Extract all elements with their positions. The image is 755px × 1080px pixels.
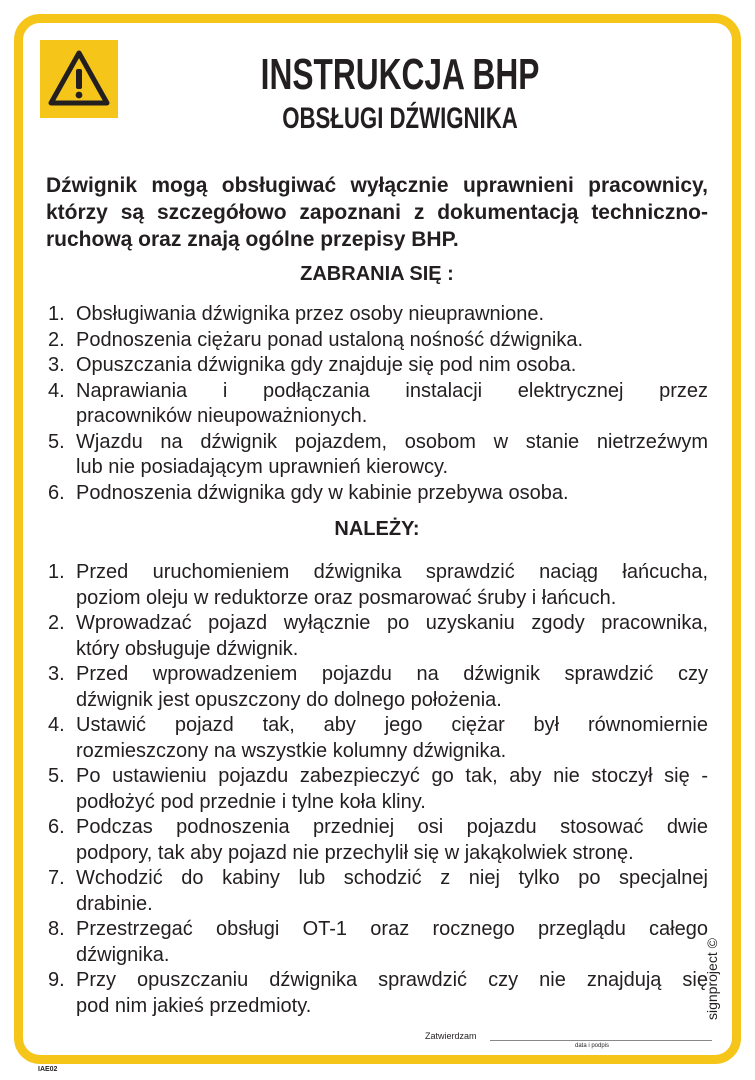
list-item <box>46 917 708 968</box>
list-item <box>46 302 708 328</box>
list-item <box>46 328 708 354</box>
list-item-number: 3. <box>48 663 65 685</box>
list-item-line: pracowników nieupoważnionych. <box>76 405 368 427</box>
warning-sign <box>40 40 118 118</box>
list-item <box>46 968 708 1019</box>
warning-triangle-icon <box>40 40 118 118</box>
list-item <box>46 815 708 866</box>
list-item <box>46 430 708 481</box>
list-item-line: Przed uruchomieniem dźwignika sprawdzić naciąg łańcucha, <box>76 561 708 583</box>
list-item-line: Podnoszenia dźwignika gdy w kabinie przebywa osoba. <box>76 481 569 504</box>
list-item-line: Naprawiania i podłączania instalacji elektrycznej przez <box>76 379 708 402</box>
list-item-line: Podnoszenia ciężaru ponad ustaloną nośność dźwignika. <box>76 328 584 351</box>
list-item-line: poziom oleju w reduktorze oraz posmarować śruby i łańcuch. <box>76 586 617 609</box>
forbidden-list <box>46 302 708 506</box>
list-item-line: Po ustawieniu pojazdu zabezpieczyć go tak, aby nie stoczył się - <box>76 765 708 787</box>
list-item <box>46 379 708 430</box>
intro-line: ruchową oraz znają ogólne przepisy BHP. <box>46 228 459 251</box>
list-item-number: 4. <box>48 714 65 736</box>
list-item-line: podłożyć pod przednie i tylne koła kliny. <box>76 790 426 813</box>
list-item-line: podpory, tak aby pojazd nie przechylił się w jakąkolwiek stronę. <box>76 841 634 864</box>
list-item-number: 9. <box>48 969 65 991</box>
list-item <box>46 866 708 917</box>
list-item-number: 4. <box>48 379 65 402</box>
sign-code: IAE02 <box>38 1066 58 1073</box>
list-item <box>46 764 708 815</box>
forbidden-heading: ZABRANIA SIĘ : <box>300 263 454 285</box>
brand-label: signproject © <box>704 938 720 1020</box>
list-item-line: Ustawić pojazd tak, aby jego ciężar był równomiernie <box>76 714 708 736</box>
list-item-number: 6. <box>48 481 65 504</box>
list-item-line: Przy opuszczaniu dźwignika sprawdzić czy nie znajdują się <box>76 969 708 991</box>
list-item-line: rozmieszczony na wszystkie kolumny dźwignika. <box>76 739 507 762</box>
signature-line <box>490 1040 712 1041</box>
list-item-line: Wchodzić do kabiny lub schodzić z niej tylko po specjalnej <box>76 867 708 889</box>
list-item-number: 6. <box>48 816 65 838</box>
page-subtitle: OBSŁUGI DŹWIGNIKA <box>282 102 518 135</box>
list-item-line: Obsługiwania dźwignika przez osoby nieuprawnione. <box>76 303 545 325</box>
intro-line: którzy są szczegółowo zapoznani z dokumentacją techniczno- <box>46 201 708 224</box>
list-item-number: 1. <box>48 303 65 325</box>
list-item <box>46 662 708 713</box>
list-item-number: 7. <box>48 867 65 889</box>
list-item-number: 8. <box>48 918 65 940</box>
required-list <box>46 560 708 1019</box>
list-item-line: lub nie posiadającym uprawnień kierowcy. <box>76 456 449 478</box>
list-item-line: który obsługuje dźwignik. <box>76 637 299 660</box>
list-item-number: 5. <box>48 430 65 453</box>
list-item <box>46 560 708 611</box>
intro-paragraph <box>46 172 708 253</box>
list-item <box>46 353 708 379</box>
list-item-number: 1. <box>48 561 65 583</box>
list-item-line: Opuszczania dźwignika gdy znajduje się pod nim osoba. <box>76 354 577 376</box>
list-item-number: 2. <box>48 612 65 634</box>
signature-caption: data i podpis <box>575 1043 610 1049</box>
list-item-line: Przestrzegać obsługi OT-1 oraz rocznego przeglądu całego <box>76 918 708 940</box>
list-item <box>46 611 708 662</box>
required-heading: NALEŻY: <box>334 518 420 540</box>
page-title: INSTRUKCJA BHP <box>260 50 540 99</box>
list-item-number: 5. <box>48 765 65 787</box>
list-item-line: drabinie. <box>76 892 153 915</box>
list-item-number: 2. <box>48 328 65 351</box>
list-item-line: pod nim jakieś przedmioty. <box>76 994 312 1017</box>
list-item-line: Wprowadzać pojazd wyłącznie po uzyskaniu zgody pracownika, <box>76 612 708 634</box>
list-item <box>46 713 708 764</box>
approve-label: Zatwierdzam <box>425 1031 477 1041</box>
list-item-line: dźwignika. <box>76 943 170 966</box>
list-item-line: Podczas podnoszenia przedniej osi pojazdu stosować dwie <box>76 816 708 838</box>
list-item-line: Przed wprowadzeniem pojazdu na dźwignik sprawdzić czy <box>76 663 708 685</box>
list-item-line: dźwignik jest opuszczony do dolnego położenia. <box>76 688 502 711</box>
list-item-line: Wjazdu na dźwignik pojazdem, osobom w stanie nietrzeźwym <box>76 430 708 453</box>
list-item-number: 3. <box>48 354 65 376</box>
list-item <box>46 481 708 507</box>
intro-line: Dźwignik mogą obsługiwać wyłącznie uprawnieni pracownicy, <box>46 174 708 197</box>
